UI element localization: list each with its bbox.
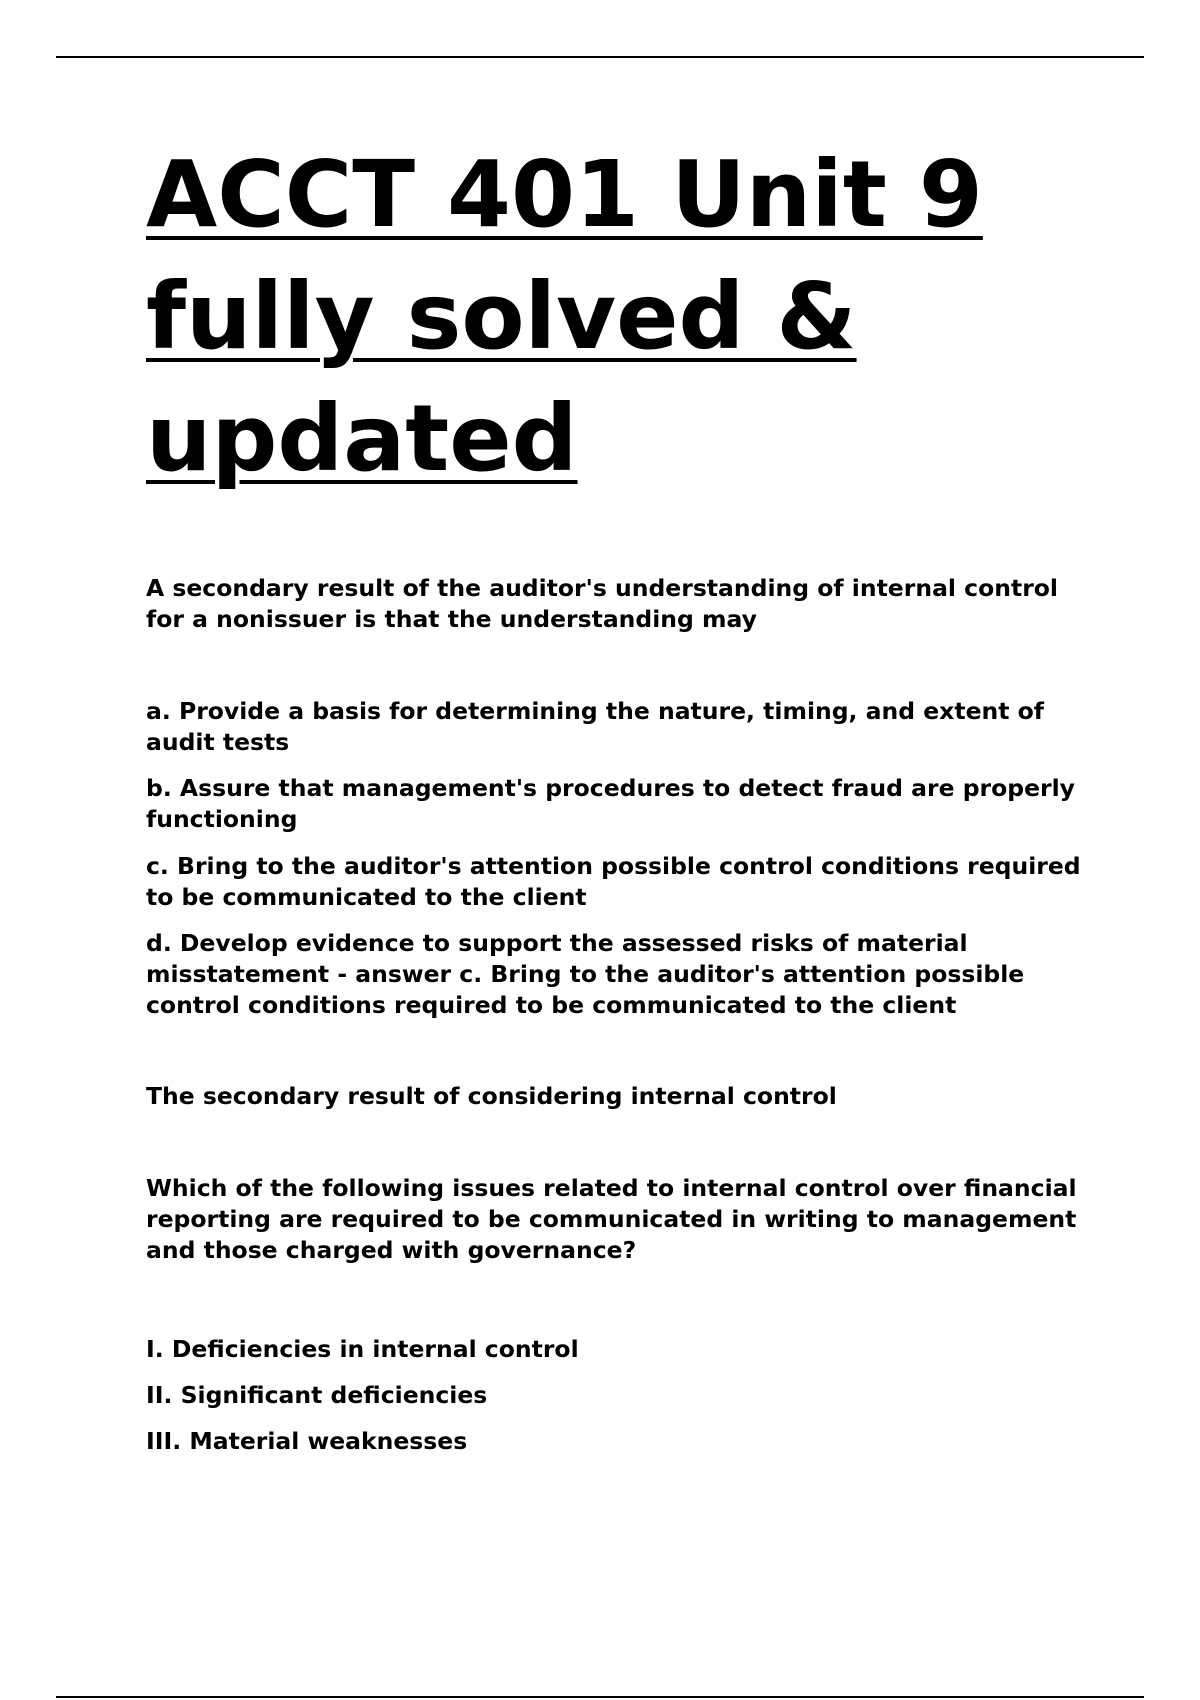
answer-note: The secondary result of considering internal control (146, 1082, 837, 1110)
question-1-option-c: c. Bring to the auditor's attention possible control conditions required to be communicated to the client (146, 852, 1081, 911)
question-1-text: A secondary result of the auditor's understanding of internal control for a nonissuer is that the understanding may (146, 574, 1058, 633)
question-2-item-2: II. Significant deficiencies (146, 1381, 488, 1409)
question-1-option-d: d. Develop evidence to support the assessed risks of material misstatement - answer c. Bring to the auditor's attention possible control conditions required to be communicated to the client (146, 929, 1025, 1019)
document-title: ACCT 401 Unit 9 fully solved & updated (146, 141, 983, 492)
question-2-item-1: I. Deficiencies in internal control (146, 1335, 579, 1363)
question-1-option-b: b. Assure that management's procedures to detect fraud are properly functioning (146, 774, 1075, 833)
question-2-item-3: III. Material weaknesses (146, 1427, 468, 1455)
question-2-text: Which of the following issues related to internal control over financial reporting are required to be communicated in writing to management and those charged with governance? (146, 1174, 1077, 1264)
bottom-rule (56, 1696, 1144, 1698)
top-rule (56, 56, 1144, 58)
question-1-option-a: a. Provide a basis for determining the nature, timing, and extent of audit tests (146, 697, 1045, 756)
